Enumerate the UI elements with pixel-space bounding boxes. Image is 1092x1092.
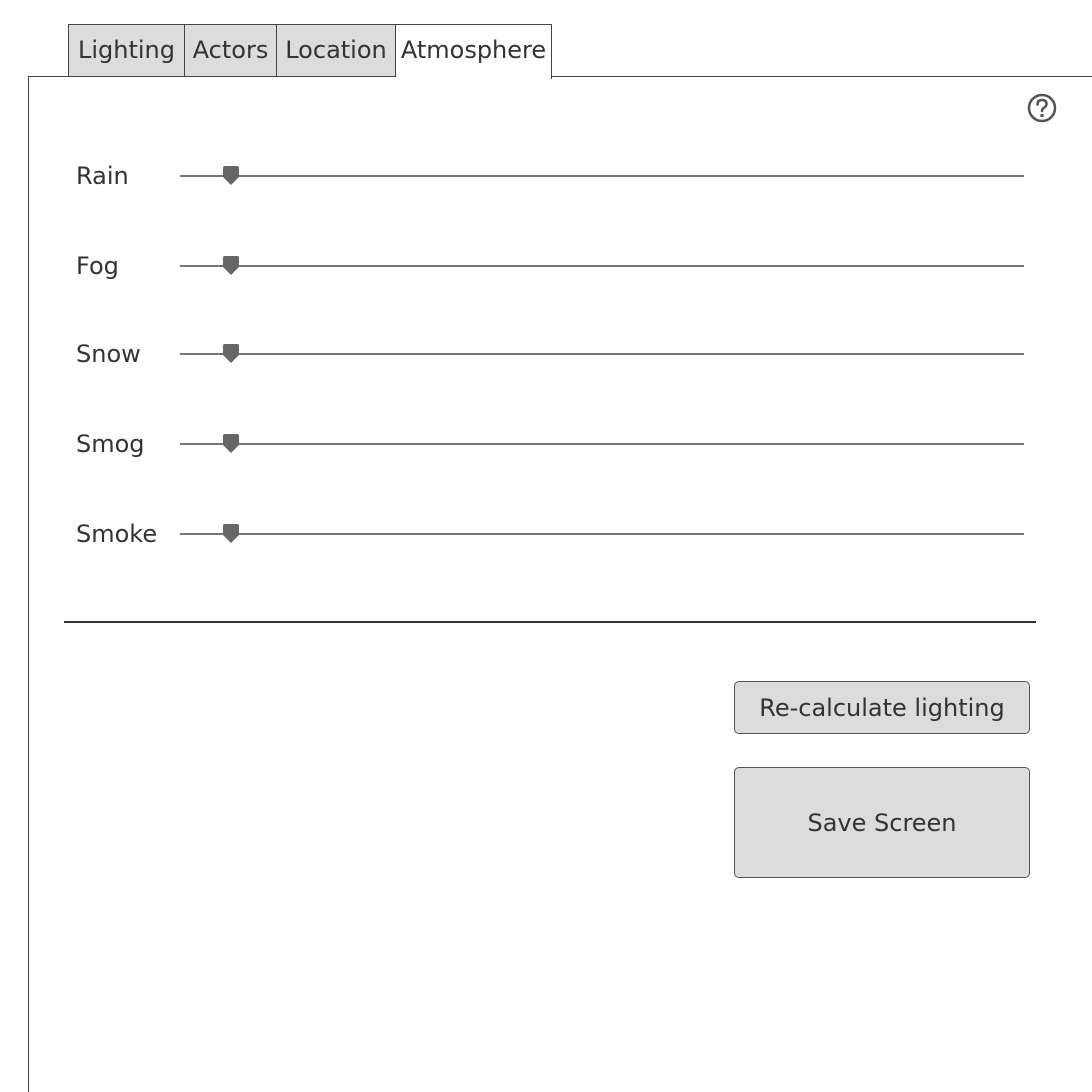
rain-slider-track[interactable] — [180, 175, 1024, 177]
tab-location[interactable]: Location — [277, 24, 396, 77]
smog-slider-thumb[interactable] — [222, 434, 240, 454]
atmosphere-panel — [28, 76, 1092, 1092]
fog-slider-thumb[interactable] — [222, 256, 240, 276]
tab-bar — [68, 24, 552, 78]
help-icon[interactable] — [1026, 92, 1058, 124]
tab-actors[interactable]: Actors — [185, 24, 277, 77]
slider-label-rain: Rain — [76, 162, 129, 190]
slider-row-smoke — [76, 514, 1026, 554]
slider-label-smog: Smog — [76, 430, 145, 458]
smoke-slider-thumb[interactable] — [222, 524, 240, 544]
save-screen-button[interactable]: Save Screen — [734, 767, 1030, 878]
tab-atmosphere[interactable]: Atmosphere — [396, 24, 552, 79]
slider-label-snow: Snow — [76, 340, 141, 368]
slider-label-fog: Fog — [76, 252, 119, 280]
smoke-slider-track[interactable] — [180, 533, 1024, 535]
slider-row-rain — [76, 156, 1026, 196]
snow-slider-thumb[interactable] — [222, 344, 240, 364]
slider-row-fog — [76, 246, 1026, 286]
slider-row-snow — [76, 334, 1026, 374]
recalculate-lighting-button[interactable]: Re-calculate lighting — [734, 681, 1030, 734]
fog-slider-track[interactable] — [180, 265, 1024, 267]
slider-label-smoke: Smoke — [76, 520, 158, 548]
slider-row-smog — [76, 424, 1026, 464]
snow-slider-track[interactable] — [180, 353, 1024, 355]
tab-lighting[interactable]: Lighting — [68, 24, 185, 77]
rain-slider-thumb[interactable] — [222, 166, 240, 186]
smog-slider-track[interactable] — [180, 443, 1024, 445]
section-divider — [64, 621, 1036, 623]
